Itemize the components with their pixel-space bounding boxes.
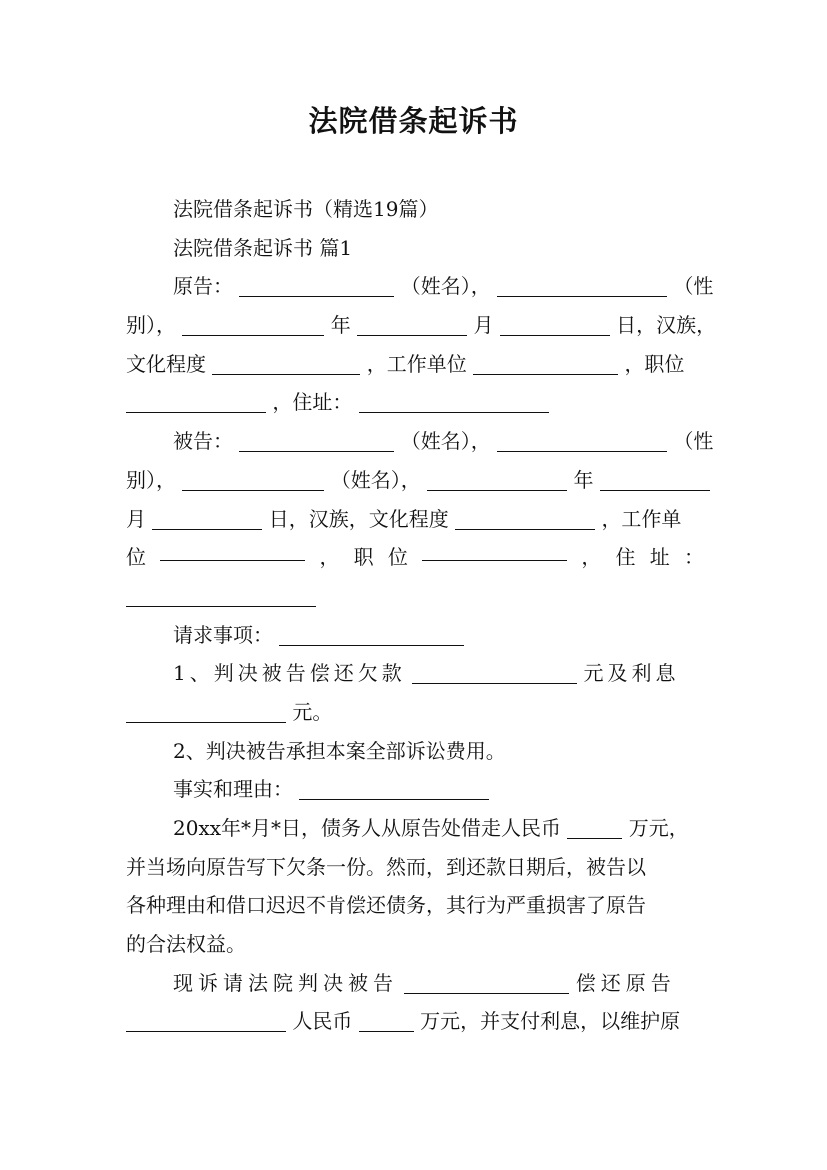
text-segment: 20xx年*月*日，债务人从原告处借走人民币 [173, 816, 562, 840]
blank-field [126, 390, 266, 413]
blank-field [473, 352, 618, 375]
facts-line-2 [126, 848, 704, 887]
text-segment: （性 [673, 274, 714, 299]
text-segment: （姓名）， [400, 274, 491, 299]
text-segment: ，工作单位 [366, 351, 467, 376]
blank-field [182, 468, 324, 491]
blank-field [422, 538, 567, 561]
blank-field [279, 623, 464, 646]
text-segment: 的合法权益。 [126, 932, 246, 957]
text-segment: ，住址： [272, 390, 353, 415]
text-segment: 人民币 [292, 1009, 353, 1034]
text-segment: ，工作单 [601, 506, 682, 531]
text-segment: 被告： [173, 429, 233, 454]
blank-field [212, 352, 360, 375]
blank-field [239, 429, 394, 452]
defendant-line-2 [126, 461, 704, 500]
text-segment: 月 [126, 506, 146, 531]
text-segment: 日，汉族， [616, 313, 717, 338]
text-segment: 别）， [126, 467, 176, 492]
text-segment: ： [683, 545, 704, 570]
text-segment: 月 [473, 313, 494, 338]
facts-heading [126, 770, 704, 809]
text-segment: 位 [126, 545, 146, 570]
claim-line-1 [126, 964, 704, 1003]
text-segment: 原告： [173, 274, 233, 299]
blank-field [359, 1009, 414, 1032]
blank-field [497, 274, 667, 297]
text-segment: ，职位 [624, 351, 685, 376]
blank-field [497, 429, 667, 452]
text-segment: 1、判决被告偿还欠款 [173, 661, 406, 686]
document-body [126, 190, 717, 1041]
text-segment: 并当场向原告写下欠条一份。然而，到还款日期后，被告以 [126, 854, 646, 879]
text-segment: 万元， [628, 816, 689, 840]
facts-line-1 [126, 809, 704, 848]
text-segment: 事实和理由： [173, 777, 293, 802]
defendant-line-1 [126, 422, 714, 461]
text-segment: 年 [330, 313, 351, 338]
request-heading [126, 616, 704, 655]
text-segment: 位 [387, 545, 408, 570]
text-segment: 法院借条起诉书（精选19篇） [173, 197, 439, 221]
text-segment: 别）， [126, 313, 176, 338]
text-segment: 职 [353, 545, 374, 570]
text-segment: 万元，并支付利息，以维护原 [420, 1009, 681, 1034]
text-segment: ， [319, 545, 340, 570]
section-label [126, 229, 704, 268]
blank-field [427, 468, 567, 491]
request-item-2 [126, 732, 704, 771]
plaintiff-line-3 [126, 345, 704, 384]
plaintiff-line-2 [126, 306, 717, 345]
text-segment: （性 [673, 429, 714, 454]
request-item-1-cont [126, 693, 704, 732]
defendant-line-4 [126, 538, 704, 577]
text-segment: 住 [615, 545, 636, 570]
blank-field [412, 661, 577, 684]
blank-field [152, 507, 262, 530]
facts-line-4 [126, 925, 704, 964]
facts-line-3 [126, 886, 704, 925]
blank-field [600, 468, 710, 491]
text-segment: （姓名）， [330, 467, 421, 492]
text-segment: 文化程度 [126, 351, 206, 376]
text-segment: 各种理由和借口迟迟不肯偿还债务，其行为严重损害了原告 [126, 893, 646, 918]
text-segment: 元。 [292, 699, 333, 724]
text-segment: 址 [649, 545, 670, 570]
document-title: 法院借条起诉书 [308, 104, 519, 138]
blank-field [357, 313, 467, 336]
claim-line-2 [126, 1002, 704, 1041]
heading-line [126, 190, 704, 229]
blank-field [404, 971, 569, 994]
text-segment: 偿还原告 [575, 970, 676, 995]
blank-field [126, 1009, 286, 1032]
text-segment: 元及利息 [583, 661, 680, 686]
blank-field [239, 274, 394, 297]
defendant-line-5 [126, 577, 704, 616]
blank-field [567, 816, 622, 839]
blank-field [160, 538, 305, 561]
blank-field [126, 584, 316, 607]
text-segment: ， [581, 545, 602, 570]
blank-field [359, 390, 549, 413]
plaintiff-line-4 [126, 383, 704, 422]
defendant-line-3 [126, 500, 704, 539]
text-segment: 现诉请法院判决被告 [173, 970, 398, 995]
text-segment: 2、判决被告承担本案全部诉讼费用。 [173, 738, 506, 763]
blank-field [500, 313, 610, 336]
text-segment: （姓名）， [400, 429, 491, 454]
text-segment: 请求事项： [173, 622, 273, 647]
blank-field [299, 777, 489, 800]
text-segment: 法院借条起诉书 篇1 [173, 235, 353, 260]
request-item-1 [126, 654, 704, 693]
blank-field [455, 507, 595, 530]
blank-field [182, 313, 324, 336]
blank-field [126, 700, 286, 723]
plaintiff-line-1 [126, 267, 714, 306]
text-segment: 日，汉族，文化程度 [268, 506, 449, 531]
text-segment: 年 [573, 467, 594, 492]
